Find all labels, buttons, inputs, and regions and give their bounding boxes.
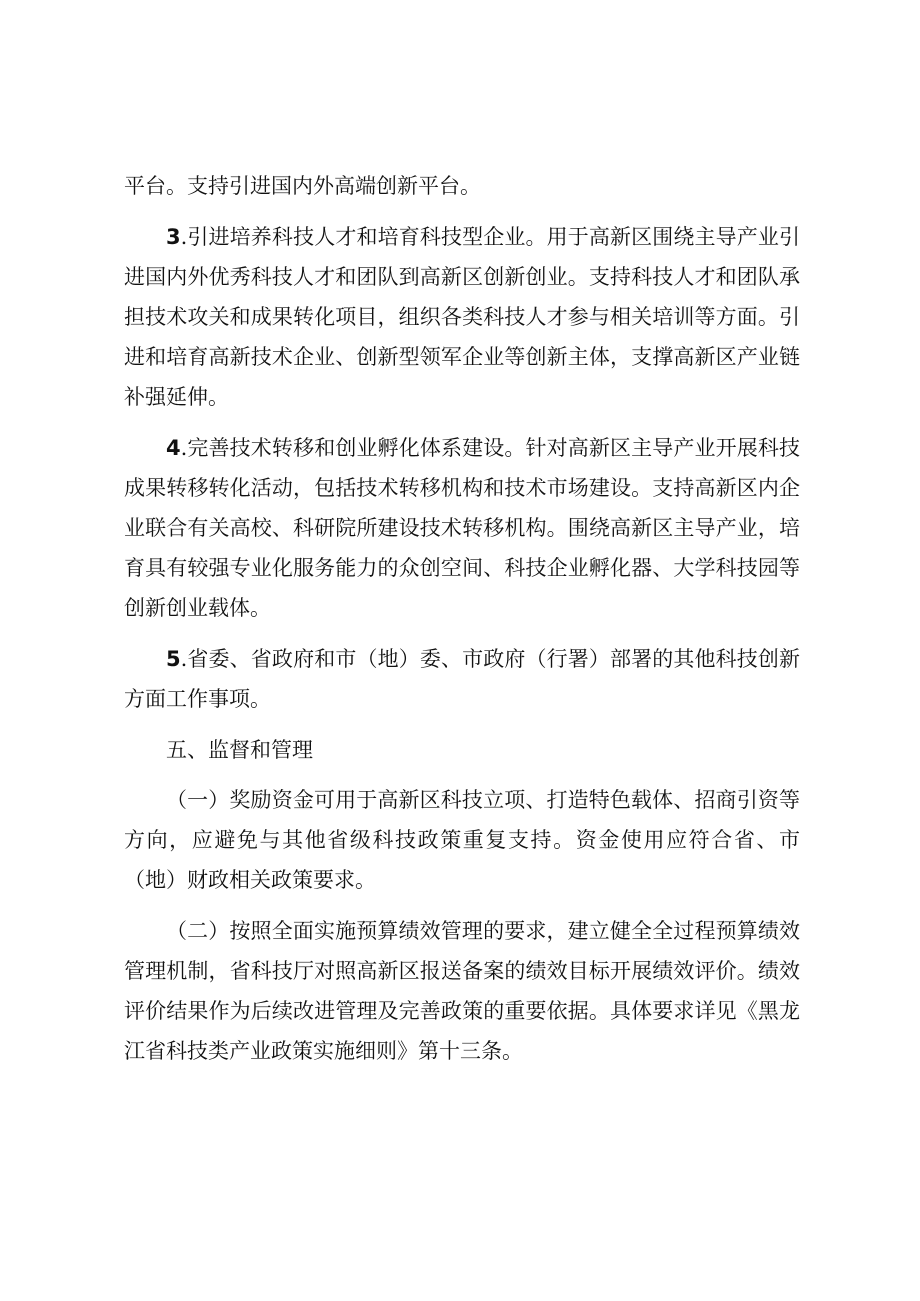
- paragraph-item-5: [124, 639, 800, 719]
- document-body: [124, 166, 800, 1082]
- paragraph-platform-continuation: [124, 166, 800, 206]
- section-heading-text: 五、监督和管理: [166, 738, 313, 762]
- paragraph-text: .引进培养科技人才和培育科技型企业。用于高新区围绕主导产业引进国内外优秀科技人才和团队到高新区创新创业。支持科技人才和团队承担技术攻关和成果转化项目，组织各类科技人才参与相关培训等方面。引进和培育高新技术企业、创新型领军企业等创新主体，支撑高新区产业链补强延伸。: [124, 225, 800, 409]
- paragraph-item-4: [124, 428, 800, 628]
- paragraph-text: .省委、省政府和市（地）委、市政府（行署）部署的其他科技创新方面工作事项。: [124, 647, 800, 711]
- item-number: 3: [166, 225, 181, 249]
- paragraph-sub-1: [124, 780, 800, 900]
- paragraph-item-3: [124, 217, 800, 417]
- paragraph-text: （二）按照全面实施预算绩效管理的要求，建立健全全过程预算绩效管理机制，省科技厅对照高新区报送备案的绩效目标开展绩效评价。绩效评价结果作为后续改进管理及完善政策的重要依据。具体要求详见《黑龙江省科技类产业政策实施细则》第十三条。: [124, 919, 800, 1063]
- item-number: 5: [166, 647, 181, 671]
- section-heading-supervision: [124, 730, 800, 770]
- paragraph-text: 平台。支持引进国内外高端创新平台。: [124, 174, 481, 198]
- paragraph-text: （一）奖励资金可用于高新区科技立项、打造特色载体、招商引资等方向，应避免与其他省级科技政策重复支持。资金使用应符合省、市（地）财政相关政策要求。: [124, 788, 800, 892]
- item-number: 4: [166, 436, 181, 460]
- paragraph-sub-2: [124, 911, 800, 1071]
- paragraph-text: .完善技术转移和创业孵化体系建设。针对高新区主导产业开展科技成果转移转化活动，包括技术转移机构和技术市场建设。支持高新区内企业联合有关高校、科研院所建设技术转移机构。围绕高新区主导产业，培育具有较强专业化服务能力的众创空间、科技企业孵化器、大学科技园等创新创业载体。: [124, 436, 800, 620]
